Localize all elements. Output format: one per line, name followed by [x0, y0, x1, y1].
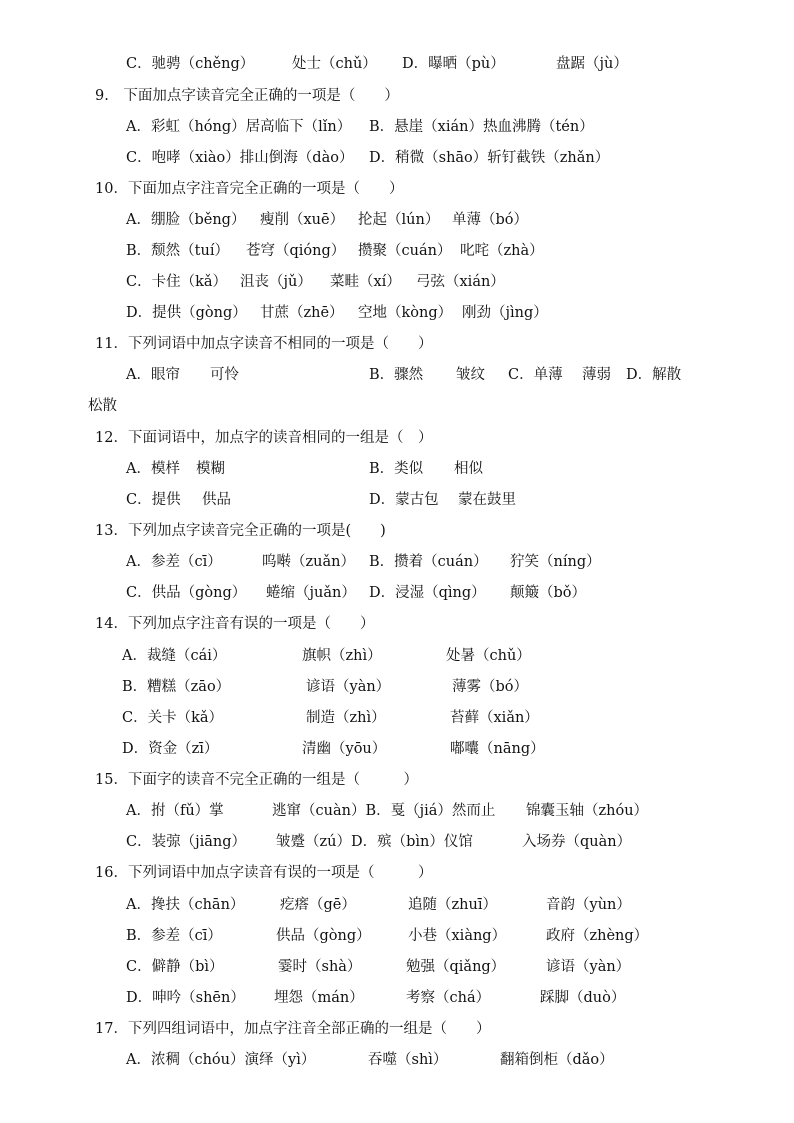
text-segment: C．单薄 — [508, 367, 563, 383]
text-segment: 松散 — [88, 398, 117, 414]
text-segment: 盘踞（jù） — [556, 56, 628, 72]
text-segment: 埋怨（mán） — [274, 990, 364, 1006]
text-segment: 9. 下面加点字读音完全正确的一项是（ ） — [95, 88, 399, 104]
text-segment: A．参差（cī） — [126, 554, 222, 570]
text-segment: 刚劲（jìng） — [462, 305, 548, 321]
text-segment: D．曝晒（pù） — [402, 56, 505, 72]
text-segment: 嘟囔（nāng） — [450, 741, 545, 757]
text-segment: 皱蹙（zú）D．殡（bìn）仪馆 — [276, 834, 473, 850]
text-segment: B．悬崖（xián）热血沸腾（tén） — [369, 119, 594, 135]
text-segment: 勉强（qiǎng） — [406, 959, 506, 975]
text-segment: 叱咤（zhà） — [460, 243, 544, 259]
text-segment: 沮丧（jǔ） — [240, 274, 312, 290]
text-segment: D．资金（zī） — [122, 741, 219, 757]
text-segment: B．颓然（tuí） — [126, 243, 229, 259]
text-segment: C．卡住（kǎ） — [126, 274, 228, 290]
text-segment: B．骤然 — [369, 367, 424, 383]
text-segment: 苔藓（xiǎn） — [450, 710, 539, 726]
text-segment: 踩脚（duò） — [540, 990, 626, 1006]
text-segment: B．攒着（cuán） — [369, 554, 488, 570]
text-segment: 谚语（yàn） — [546, 959, 631, 975]
text-segment: 相似 — [454, 461, 483, 477]
text-segment: 单薄（bó） — [452, 212, 529, 228]
text-segment: 苍穹（qióng） — [246, 243, 346, 259]
text-segment: 模糊 — [196, 461, 225, 477]
text-segment: 14．下列加点字注音有误的一项是（ ） — [95, 616, 375, 632]
text-segment: 皱纹 — [456, 367, 485, 383]
text-segment: 追随（zhuī） — [408, 897, 497, 913]
text-segment: 蒙在鼓里 — [458, 492, 516, 508]
text-segment: 呜啭（zuǎn） — [262, 554, 355, 570]
text-segment: C．提供 — [126, 492, 181, 508]
text-segment: C．咆哮（xiào）排山倒海（dào） — [126, 150, 354, 166]
text-segment: C．驰骋（chěng） — [126, 56, 255, 72]
text-segment: B．参差（cī） — [126, 928, 222, 944]
text-segment: 霎时（shà） — [278, 959, 362, 975]
text-segment: C．供品（gòng） — [126, 585, 247, 601]
text-segment: 吞噬（shì） — [368, 1052, 448, 1068]
text-segment: 制造（zhì） — [306, 710, 386, 726]
text-segment: 音韵（yùn） — [546, 897, 631, 913]
text-segment: 空地（kòng） — [358, 305, 453, 321]
text-segment: A．绷脸（běng） — [126, 212, 246, 228]
text-segment: 17．下列四组词语中，加点字注音全部正确的一组是（ ） — [95, 1021, 491, 1037]
text-segment: 供品（gòng） — [276, 928, 371, 944]
text-segment: 供品 — [202, 492, 231, 508]
text-segment: A．浓稠（chóu）演绎（yì） — [126, 1052, 316, 1068]
text-segment: 逃窜（cuàn）B．戛（jiá）然而止 — [272, 803, 496, 819]
text-segment: 弓弦（xián） — [416, 274, 505, 290]
text-segment: B．类似 — [369, 461, 424, 477]
text-segment: 10．下面加点字注音完全正确的一项是（ ） — [95, 181, 404, 197]
text-segment: A．搀扶（chān） — [126, 897, 245, 913]
text-segment: 政府（zhèng） — [546, 928, 649, 944]
text-segment: C．关卡（kǎ） — [122, 710, 224, 726]
text-segment: 13．下列加点字读音完全正确的一项是( ) — [95, 523, 386, 539]
text-segment: 攒聚（cuán） — [358, 243, 452, 259]
text-segment: A．彩虹（hóng）居高临下（lǐn） — [126, 119, 352, 135]
text-segment: 菜畦（xí） — [330, 274, 401, 290]
text-segment: 16．下列词语中加点字读音有误的一项是（ ） — [95, 865, 433, 881]
text-segment: 入场券（quàn） — [522, 834, 632, 850]
text-segment: D．蒙古包 — [369, 492, 439, 508]
text-segment: 12．下面词语中，加点字的读音相同的一组是（ ） — [95, 430, 433, 446]
text-segment: B．糟糕（zāo） — [122, 679, 231, 695]
text-segment: 翻箱倒柜（dǎo） — [500, 1052, 614, 1068]
text-segment: 清幽（yōu） — [302, 741, 387, 757]
text-segment: 蜷缩（juǎn） — [266, 585, 356, 601]
text-segment: 可怜 — [210, 367, 239, 383]
text-segment: 小巷（xiàng） — [408, 928, 507, 944]
text-segment: 处士（chǔ） — [292, 56, 377, 72]
text-segment: 处暑（chǔ） — [446, 648, 531, 664]
text-segment: D．呻吟（shēn） — [126, 990, 245, 1006]
text-segment: 旗帜（zhì） — [302, 648, 382, 664]
text-segment: D．提供（gòng） — [126, 305, 247, 321]
text-segment: 甘蔗（zhē） — [260, 305, 344, 321]
text-segment: 颠簸（bǒ） — [510, 585, 587, 601]
text-segment: 15．下面字的读音不完全正确的一组是（ ） — [95, 772, 418, 788]
text-segment: 薄雾（bó） — [452, 679, 529, 695]
text-segment: 薄弱 — [582, 367, 611, 383]
text-segment: D．稍微（shāo）斩钉截铁（zhǎn） — [369, 150, 610, 166]
text-segment: A．拊（fǔ）掌 — [126, 803, 224, 819]
text-segment: 狞笑（níng） — [510, 554, 601, 570]
text-segment: 考察（chá） — [406, 990, 491, 1006]
text-segment: D．浸湿（qìng） — [369, 585, 486, 601]
text-segment: 谚语（yàn） — [306, 679, 391, 695]
text-segment: 11．下列词语中加点字读音不相同的一项是（ ） — [95, 336, 433, 352]
text-segment: D．解散 — [626, 367, 682, 383]
text-segment: A．模样 — [126, 461, 180, 477]
text-segment: 锦囊玉轴（zhóu） — [526, 803, 649, 819]
text-segment: A．裁缝（cái） — [122, 648, 227, 664]
text-segment: 瘦削（xuē） — [260, 212, 345, 228]
text-segment: A．眼帘 — [126, 367, 180, 383]
text-segment: C．僻静（bì） — [126, 959, 224, 975]
text-segment: C．装弶（jiāng） — [126, 834, 246, 850]
text-segment: 抡起（lún） — [358, 212, 440, 228]
text-segment: 疙瘩（gē） — [280, 897, 356, 913]
